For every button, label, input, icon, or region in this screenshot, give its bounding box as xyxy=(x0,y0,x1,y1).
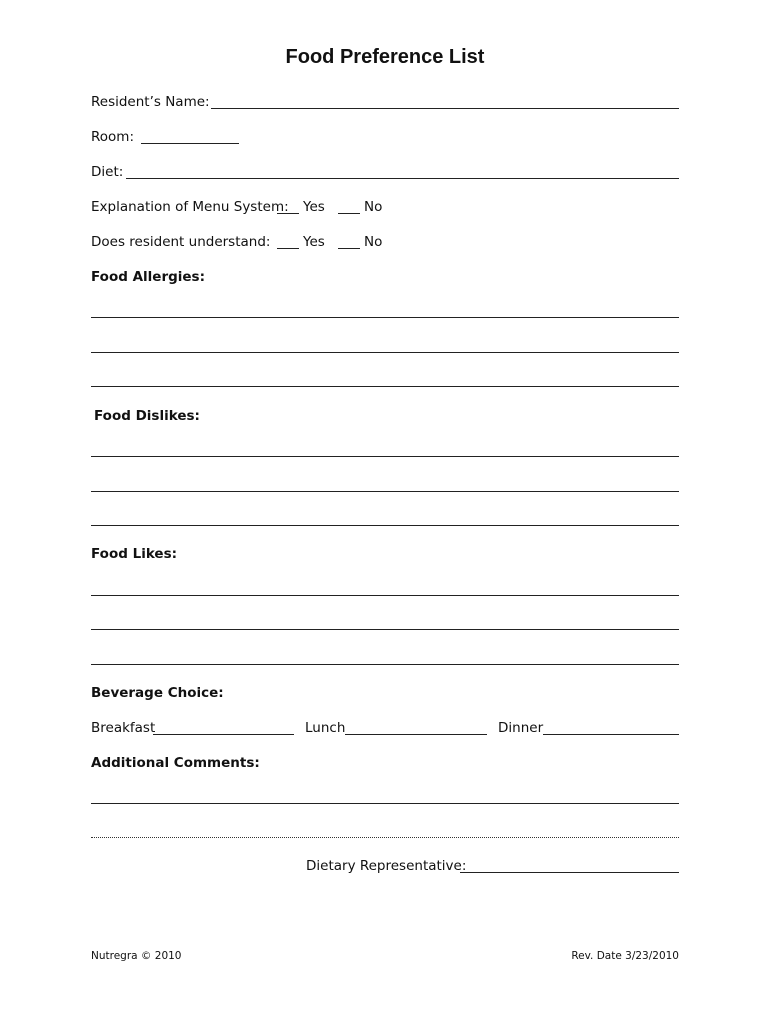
food-dislikes-heading: Food Dislikes: xyxy=(94,408,200,424)
food-likes-line[interactable] xyxy=(91,629,679,630)
understand-no-blank[interactable] xyxy=(338,248,360,249)
footer-copyright: Nutregra © 2010 xyxy=(91,950,182,962)
room-field[interactable] xyxy=(141,143,239,144)
food-dislikes-line[interactable] xyxy=(91,525,679,526)
food-dislikes-line[interactable] xyxy=(91,456,679,457)
dietary-representative-label: Dietary Representative: xyxy=(306,858,467,874)
breakfast-label: Breakfast xyxy=(91,720,156,736)
resident-name-label: Resident’s Name: xyxy=(91,94,210,110)
resident-name-field[interactable] xyxy=(211,108,679,109)
understand-label: Does resident understand: xyxy=(91,234,271,250)
menu-explanation-no-blank[interactable] xyxy=(338,213,360,214)
food-allergies-line[interactable] xyxy=(91,352,679,353)
understand-yes-label: Yes xyxy=(303,234,325,250)
menu-explanation-yes-blank[interactable] xyxy=(277,213,299,214)
food-allergies-line[interactable] xyxy=(91,317,679,318)
menu-explanation-label: Explanation of Menu System: xyxy=(91,199,289,215)
food-likes-line[interactable] xyxy=(91,664,679,665)
breakfast-field[interactable] xyxy=(153,734,294,735)
lunch-field[interactable] xyxy=(345,734,487,735)
dinner-label: Dinner xyxy=(498,720,544,736)
menu-explanation-no-label: No xyxy=(364,199,383,215)
food-likes-line[interactable] xyxy=(91,595,679,596)
understand-yes-blank[interactable] xyxy=(277,248,299,249)
footer-revision-date: Rev. Date 3/23/2010 xyxy=(571,950,679,962)
understand-no-label: No xyxy=(364,234,383,250)
beverage-choice-heading: Beverage Choice: xyxy=(91,685,224,701)
food-likes-heading: Food Likes: xyxy=(91,546,178,562)
dinner-field[interactable] xyxy=(543,734,679,735)
room-label: Room: xyxy=(91,129,134,145)
additional-comments-line[interactable] xyxy=(91,837,679,838)
page-title: Food Preference List xyxy=(285,46,485,68)
dietary-representative-field[interactable] xyxy=(460,872,679,873)
additional-comments-line[interactable] xyxy=(91,803,679,804)
diet-label: Diet: xyxy=(91,164,124,180)
lunch-label: Lunch xyxy=(305,720,346,736)
food-allergies-heading: Food Allergies: xyxy=(91,269,205,285)
food-dislikes-line[interactable] xyxy=(91,491,679,492)
diet-field[interactable] xyxy=(126,178,679,179)
food-allergies-line[interactable] xyxy=(91,386,679,387)
additional-comments-heading: Additional Comments: xyxy=(91,755,260,771)
menu-explanation-yes-label: Yes xyxy=(303,199,325,215)
